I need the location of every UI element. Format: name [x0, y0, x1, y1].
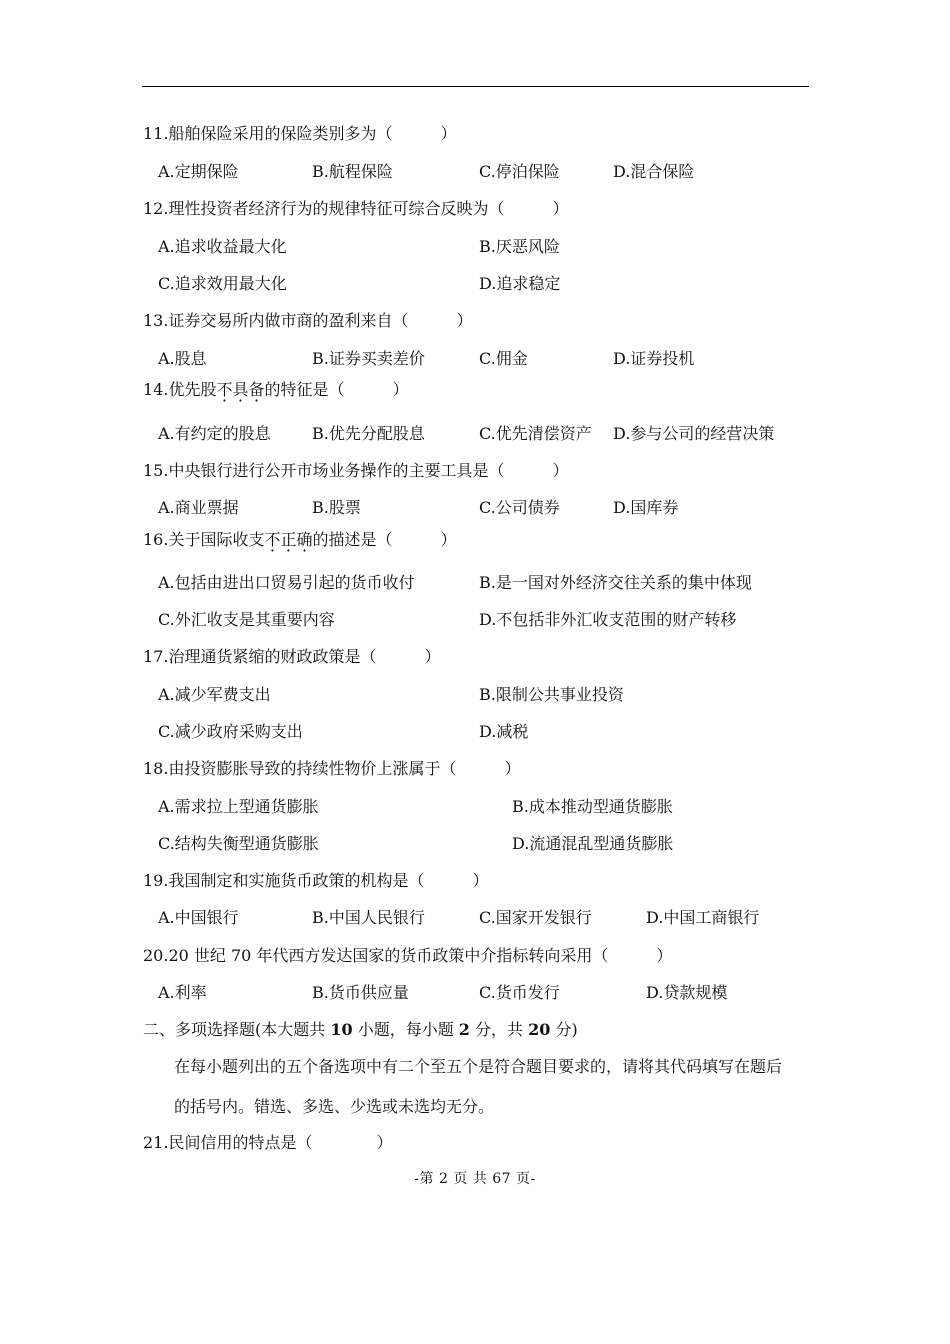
option-15-a: A.商业票据 [158, 498, 239, 517]
option-15-d: D.国库券 [613, 498, 679, 517]
section-heading-end: 分) [550, 1020, 578, 1039]
option-12-b: B.厌恶风险 [479, 237, 560, 256]
option-18-d: D.流通混乱型通货膨胀 [512, 834, 674, 853]
option-19-b: B.中国人民银行 [312, 908, 425, 927]
option-13-d: D.证券投机 [613, 349, 695, 368]
question-16-stem-start: 16.关于国际收支 [143, 530, 265, 549]
option-12-c: C.追求效用最大化 [158, 274, 287, 293]
page-footer: -第 2 页 共 67 页- [414, 1171, 536, 1187]
total-points: 20 [528, 1020, 551, 1039]
question-count: 10 [330, 1020, 353, 1039]
question-20: 20.20 世纪 70 年代西方发达国家的货币政策中介指标转向采用（ ） [143, 946, 673, 965]
question-21: 21.民间信用的特点是（ ） [143, 1133, 393, 1152]
option-17-c: C.减少政府采购支出 [158, 722, 303, 741]
option-11-a: A.定期保险 [158, 162, 239, 181]
option-11-c: C.停泊保险 [479, 162, 560, 181]
option-16-d: D.不包括非外汇收支范围的财产转移 [479, 610, 737, 629]
option-14-a: A.有约定的股息 [158, 424, 271, 443]
option-20-d: D.贷款规模 [646, 983, 728, 1002]
question-11: 11.船舶保险采用的保险类别多为（ ） [143, 124, 457, 143]
section-instruction-line-1: 在每小题列出的五个备选项中有二个至五个是符合题目要求的，请将其代码填写在题后 [174, 1057, 783, 1076]
option-17-b: B.限制公共事业投资 [479, 685, 624, 704]
option-13-a: A.股息 [158, 349, 207, 368]
option-16-a: A.包括由进出口贸易引起的货币收付 [158, 573, 415, 592]
option-18-a: A.需求拉上型通货膨胀 [158, 797, 319, 816]
emphasis-char: 具 [232, 380, 249, 399]
question-17: 17.治理通货紧缩的财政政策是（ ） [143, 647, 441, 666]
question-12: 12.理性投资者经济行为的规律特征可综合反映为（ ） [143, 199, 569, 218]
question-13: 13.证券交易所内做市商的盈利来自（ ） [143, 311, 473, 330]
option-20-b: B.货币供应量 [312, 983, 409, 1002]
option-20-c: C.货币发行 [479, 983, 560, 1002]
option-15-b: B.股票 [312, 498, 361, 517]
option-18-c: C.结构失衡型通货膨胀 [158, 834, 319, 853]
question-14 [143, 377, 409, 400]
option-18-b: B.成本推动型通货膨胀 [512, 797, 673, 816]
option-16-c: C.外汇收支是其重要内容 [158, 610, 335, 629]
option-16-b: B.是一国对外经济交往关系的集中体现 [479, 573, 752, 592]
option-15-c: C.公司债券 [479, 498, 560, 517]
option-11-d: D.混合保险 [613, 162, 695, 181]
option-14-d: D.参与公司的经营决策 [613, 424, 775, 443]
emphasis-char: 正 [280, 530, 297, 549]
question-14-stem-start: 14.优先股 [143, 380, 217, 399]
question-18: 18.由投资膨胀导致的持续性物价上涨属于（ ） [143, 759, 521, 778]
emphasis-char: 不 [216, 380, 233, 399]
option-19-c: C.国家开发银行 [479, 908, 592, 927]
header-rule [142, 86, 809, 87]
points-per-question: 2 [458, 1020, 470, 1039]
option-13-c: C.佣金 [479, 349, 528, 368]
emphasis-char: 不 [264, 530, 281, 549]
option-19-a: A.中国银行 [158, 908, 239, 927]
section-heading-mid: 小题，每小题 [352, 1020, 459, 1039]
option-14-c: C.优先清偿资产 [479, 424, 592, 443]
emphasis-char: 备 [248, 380, 265, 399]
option-20-a: A.利率 [158, 983, 207, 1002]
question-16-stem-end: 的描述是（ ） [312, 530, 457, 549]
question-15: 15.中央银行进行公开市场业务操作的主要工具是（ ） [143, 461, 569, 480]
option-11-b: B.航程保险 [312, 162, 393, 181]
emphasis-char: 确 [296, 530, 313, 549]
option-13-b: B.证券买卖差价 [312, 349, 425, 368]
section-heading-start: 二、多项选择题(本大题共 [143, 1020, 331, 1039]
section-instruction-line-2: 的括号内。错选、多选、少选或未选均无分。 [174, 1097, 495, 1116]
option-14-b: B.优先分配股息 [312, 424, 425, 443]
section-heading-mid2: 分，共 [469, 1020, 529, 1039]
question-14-stem-end: 的特征是（ ） [264, 380, 409, 399]
option-12-a: A.追求收益最大化 [158, 237, 287, 256]
option-19-d: D.中国工商银行 [646, 908, 760, 927]
question-16 [143, 527, 457, 550]
option-17-d: D.减税 [479, 722, 529, 741]
option-17-a: A.减少军费支出 [158, 685, 271, 704]
section-heading [143, 1017, 578, 1040]
question-19: 19.我国制定和实施货币政策的机构是（ ） [143, 871, 489, 890]
option-12-d: D.追求稳定 [479, 274, 561, 293]
